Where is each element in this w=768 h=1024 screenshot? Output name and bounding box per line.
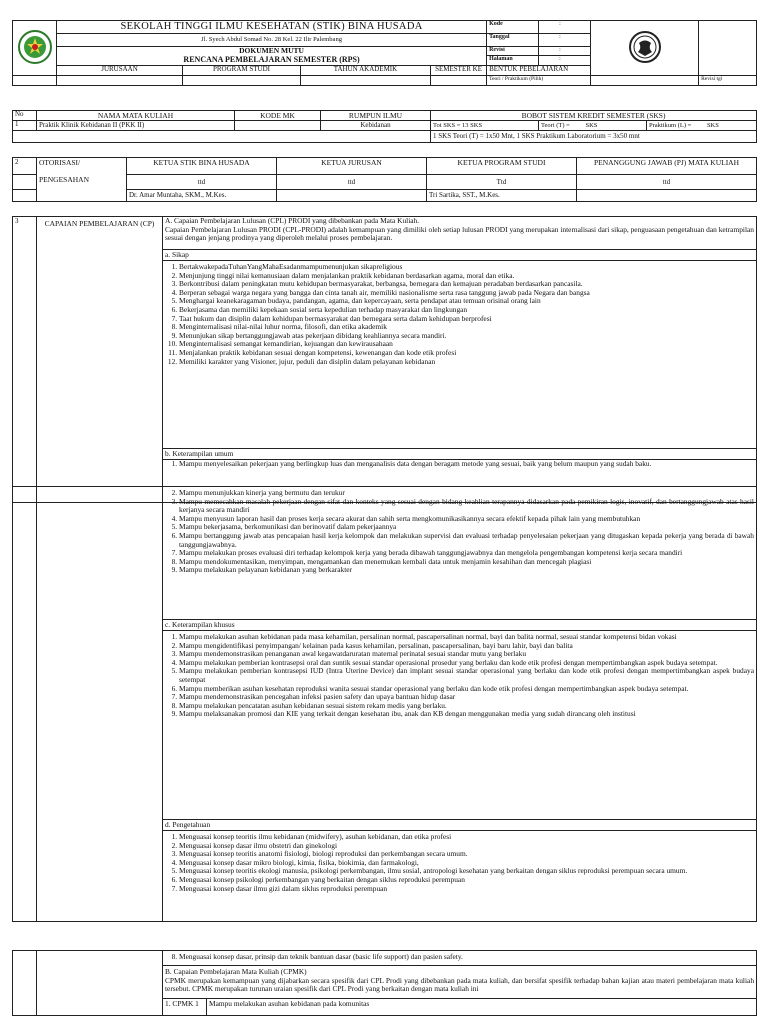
list-item: 9. Mampu melaksanakan promosi dan KIE yang terkait dengan kesehatan ibu, anak dan KB dengan menggunakan media yang sudah dirancang oleh institusi xyxy=(179,710,754,719)
blank xyxy=(37,487,163,922)
list-item: 2. Menguasai konsep dasar ilmu obstetri dan ginekologi xyxy=(179,842,754,851)
list-item: 7. Mampu mendemonstrasikan pencegahan infeksi pasien safety dan upaya bantuan hidup dasar xyxy=(179,693,754,702)
header-kode-mk: KODE MK xyxy=(235,111,321,121)
logo-cell xyxy=(13,21,57,76)
list-item: 5. Menguasai konsep teoritis ekologi manusia, psikologi perkembangan, ilmu sosial, antropologi kesehatan yang berkaitan dengan siklus reproduksi perempuan secara umum. xyxy=(179,867,754,876)
pengetahuan-list xyxy=(165,833,754,893)
meta-tanggal-label: Tanggal xyxy=(487,34,539,47)
list-item: 8. Menguasai konsep dasar, prinsip dan teknik bantuan dasar (basic life support) dan pasien safety. xyxy=(179,953,754,962)
list-item: 6. Mampu memberikan asuhan kesehatan reproduksi wanita sesuai standar operasional yang berlaku dan kode etik profesi dengan mempertimbangkan aspek budaya setempat. xyxy=(179,685,754,694)
list-item: 1. Mampu menyelesaikan pekerjaan yang berlingkup luas dan menganalisis data dengan beragam metode yang sesuai, baik yang belum maupun yang sudah baku. xyxy=(179,460,754,469)
list-item: 5. Menghargai keanekaragaman budaya, pandangan, agama, dan kepercayaan, serta pendapat atau temuan orisinal orang lain xyxy=(179,297,754,306)
revisi-tgl: Revisi tgl xyxy=(699,76,757,86)
course-praktikum xyxy=(647,121,757,131)
list-item: 4. Menguasai konsep dasar mikro biologi, kimia, fisika, biokimia, dan farmakologi, xyxy=(179,859,754,868)
stik-logo-icon xyxy=(17,29,53,65)
khusus-title: c. Keterampilan khusus xyxy=(163,620,757,631)
umum-list xyxy=(165,460,754,469)
meta-kode-value: : xyxy=(539,21,591,34)
praktikum-label: Praktikum (L) = xyxy=(649,122,692,129)
header-nama-mk: NAMA MATA KULIAH xyxy=(37,111,235,121)
otorisasi-label-1: OTORISASI/ xyxy=(37,158,127,175)
col-program-studi: PROGRAM STUDI xyxy=(183,66,301,76)
cpl-no: 3 xyxy=(13,217,37,503)
ketua-jurusan-header: KETUA JURUSAN xyxy=(277,158,427,175)
list-item: 6. Mampu bertanggung jawab atas pencapaian hasil kerja kelompok dan melakukan supervisi dan evaluasi terhadap penyelesaian pekerjaan yang ditugaskan kepada pekerja yang berada di bawah tanggungjawabnya. xyxy=(179,532,754,549)
sikap-list-cell xyxy=(163,261,757,449)
item8-cell xyxy=(163,951,757,966)
course-total-sks: Tot SKS = 13 SKS xyxy=(431,121,539,131)
meta-revisi-label: Revisi xyxy=(487,47,539,56)
meta-tanggal-value: : xyxy=(539,34,591,47)
cpl-table-page2 xyxy=(12,486,757,922)
otorisasi-table xyxy=(12,157,757,202)
doc-title: RENCANA PEMBELAJARAN SEMESTER (RPS) xyxy=(57,55,487,66)
list-item: 4. Mampu melakukan pemberian kontrasepsi oral dan suntik sesuai standar operasional prosedur yang berlaku dan kode etik profesi dengan mempertimbangkan aspek budaya setempat. xyxy=(179,659,754,668)
ketua-prodi-header: KETUA PROGRAM STUDI xyxy=(427,158,577,175)
otorisasi-no: 2 xyxy=(13,158,37,175)
qa-certification-icon xyxy=(628,30,662,64)
list-item: 4. Berperan sebagai warga negara yang bangga dan cinta tanah air, memiliki nasionalisme serta rasa tanggung jawab pada Negara dan bangsa xyxy=(179,289,754,298)
list-item: 5. Mampu bekerjasama, berkomunikasi dan berinovatif dalam pekerjaannya xyxy=(179,523,754,532)
blank xyxy=(13,190,37,202)
sikap-list xyxy=(165,263,754,366)
list-item: 7. Menguasai konsep dasar ilmu gizi dalam siklus reproduksi perempuan xyxy=(179,885,754,894)
course-table xyxy=(12,110,757,143)
list-item: 10. Menginternalisasi semangat kemandirian, kejuangan dan kewirausahaan xyxy=(179,340,754,349)
semester-value xyxy=(431,76,487,86)
header-no: No xyxy=(13,111,37,121)
course-rumpun: Kebidanan xyxy=(321,121,431,131)
list-item: 12. Memiliki karakter yang Visioner, jujur, peduli dan disiplin dalam pelayanan kebidanan xyxy=(179,358,754,367)
list-item: 1. Mampu melakukan asuhan kebidanan pada masa kehamilan, persalinan normal, pascapersalinan normal, bayi dan balita normal, sesuai standar kompetensi bidan vokasi xyxy=(179,633,754,642)
col-jurusan: JURUSAAN xyxy=(57,66,183,76)
ketua-stik-ttd: ttd xyxy=(127,175,277,190)
jurusan-value xyxy=(57,76,183,86)
document-header xyxy=(12,20,757,86)
list-item: 3. Menguasai konsep teoritis anatomi fisiologi, biologi reproduksi dan perkembangan secara umum. xyxy=(179,850,754,859)
doc-quality: DOKUMEN MUTU xyxy=(57,47,487,56)
list-item: 8. Menginternalisasi nilai-nilai luhur norma, filosofi, dan etika akademik xyxy=(179,323,754,332)
cpl-intro-title: A. Capaian Pembelajaran Lulusan (CPL) PRODI yang dibebankan pada Mata Kuliah. xyxy=(165,216,420,225)
list-item: 6. Menguasai konsep psikologi perkembangan yang berkaitan dengan siklus reproduksi perempuan xyxy=(179,876,754,885)
list-item: 7. Mampu melakukan proses evaluasi diri terhadap kelompok kerja yang berada dibawah tanggungjawabnya dan mengelola pengembangan kompetensi kerja secara mandiri xyxy=(179,549,754,558)
meta-halaman-value: : xyxy=(539,55,591,66)
prodi-value xyxy=(183,76,301,86)
cpmk1-label: 1. CPMK 1 xyxy=(163,999,207,1016)
umum-cont-cell xyxy=(163,487,757,620)
cpl-table xyxy=(12,216,757,503)
pj-mk-name xyxy=(577,190,757,202)
blank xyxy=(37,951,163,1016)
list-item: 6. Bekerjasama dan memiliki kepekaan sosial serta kepedulian terhadap masyarakat dan lingkungan xyxy=(179,306,754,315)
list-item: 3. Mampu mendemonstrasikan penanganan awal kegawatdaruratan maternal perinatal sesuai standar mutu yang berlaku xyxy=(179,650,754,659)
otorisasi-label-2: PENGESAHAN xyxy=(37,175,127,190)
cpmk-text: CPMK merupakan kemampuan yang dijabarkan secara spesifik dari CPL Prodi yang dibebankan pada mata kuliah, dan bersifat spesifik terhadap bahan kajian atau materi pembelajaran mata kuliah tersebut. CPMK merupakan turunan uraian spesifik dari CPL Prodi yang berkaitan dengan mata kuliah ini xyxy=(165,975,755,994)
header-bobot-sks: BOBOT SISTEM KREDIT SEMESTER (SKS) xyxy=(431,111,757,121)
bentuk-sub: Teori / Praktikum (Pilih) xyxy=(487,76,591,86)
meta-revisi-value: : xyxy=(539,47,591,56)
list-item: 1. Menguasai konsep teoritis ilmu kebidanan (midwifery), asuhan kebidanan, dan etika profesi xyxy=(179,833,754,842)
header-blank xyxy=(699,21,757,76)
list-item: 7. Taat hukum dan disiplin dalam kehidupan bermasyarakat dan bernegara serta dalam kehidupan berprofesi xyxy=(179,315,754,324)
list-item: 2. Mampu mengidentifikasi penyimpangan/ kelainan pada kasus kehamilan, persalinan, pascapersalinan, bayi baru lahir, bayi dan balita xyxy=(179,642,754,651)
list-item: 9. Mampu melakukan pelayanan kebidanan yang berkarakter xyxy=(179,566,754,575)
sikap-title: a. Sikap xyxy=(163,250,757,261)
pengetahuan-list-cont xyxy=(165,951,754,962)
sks-formula: 1 SKS Teori (T) = 1x50 Mnt, 1 SKS Praktikum Laboratorium = 3x50 mnt xyxy=(431,131,757,143)
pj-mk-ttd: ttd xyxy=(577,175,757,190)
khusus-list xyxy=(165,633,754,719)
teori-label: Teori (T) = xyxy=(541,122,570,129)
list-item: 3. Mampu memecahkan masalah pekerjaan dengan sifat dan konteks yang sesuai dengan bidang keahlian terapannya didasarkan pada pemikiran logis, inovatif, dan bertanggungjawab atas hasil kerjanya secara mandiri xyxy=(179,498,754,515)
bentuk-value xyxy=(591,76,699,86)
blank xyxy=(13,487,37,922)
course-name: Praktik Klinik Kebidanan II (PKK II) xyxy=(37,121,235,131)
blank xyxy=(13,131,431,143)
cpl-label: CAPAIAN PEMBELAJARAN (CP) xyxy=(37,217,163,503)
institution-name: SEKOLAH TINGGI ILMU KESEHATAN (STIK) BINA HUSADA xyxy=(57,21,487,34)
ketua-prodi-name: Tri Sartika, SST., M.Kes. xyxy=(427,190,577,202)
col-tahun-akademik: TAHUN AKADEMIK xyxy=(301,66,431,76)
blank xyxy=(37,190,127,202)
cpl-intro-text: Capaian Pembelajaran Lulusan PRODI (CPL-PRODI) adalah kemampuan yang dimiliki oleh setiap lulusan PRODI yang merupakan internalisasi dari sikap, penguasaan pengetahuan dan ketrampilan sesuai dengan jenjang prodinya yang diperoleh melalui proses pembelajaran. xyxy=(165,224,754,243)
teori-unit: SKS xyxy=(585,122,598,129)
course-kode xyxy=(235,121,321,131)
blank xyxy=(13,175,37,190)
tahun-value xyxy=(301,76,431,86)
blank xyxy=(13,76,57,86)
blank xyxy=(13,951,37,1016)
list-item: 2. Mampu menunjukkan kinerja yang bermutu dan terukur xyxy=(179,489,754,498)
praktikum-unit: SKS xyxy=(706,122,719,129)
col-semester: SEMESTER KE xyxy=(431,66,487,76)
ketua-jurusan-ttd: ttd xyxy=(277,175,427,190)
ketua-stik-name: Dr. Amar Muntaha, SKM., M.Kes. xyxy=(127,190,277,202)
cpl-intro xyxy=(163,217,757,250)
ketua-prodi-ttd: Ttd xyxy=(427,175,577,190)
col-bentuk-label: BENTUK PEBELAJARAN xyxy=(489,65,569,73)
course-teori xyxy=(539,121,647,131)
meta-halaman-label: Halaman xyxy=(487,55,539,66)
quality-logo-cell xyxy=(591,21,699,76)
list-item: 5. Mampu melakukan pemberian kontrasepsi IUD (Intra Uterine Device) dan implant sesuai standar operasional yang berlaku dan kode etik profesi dengan mempertimbangkan aspek budaya setempat xyxy=(179,667,754,684)
header-rumpun: RUMPUN ILMU xyxy=(321,111,431,121)
khusus-list-cell xyxy=(163,631,757,820)
umum-list-cont xyxy=(165,489,754,575)
cpmk-title: B. Capaian Pembelajaran Mata Kuliah (CPMK) xyxy=(165,967,307,976)
list-item: 11. Menjalankan praktik kebidanan sesuai dengan kompetensi, kewenangan dan kode etik profesi xyxy=(179,349,754,358)
list-item: 1. BertakwakepadaTuhanYangMahaEsadanmampumenunjukan sikapreligious xyxy=(179,263,754,272)
pengetahuan-list-cell xyxy=(163,831,757,922)
ketua-jurusan-name xyxy=(277,190,427,202)
pengetahuan-title: d. Pengetahuan xyxy=(163,820,757,831)
pj-mk-header: PENANGGUNG JAWAB (PJ) MATA KULIAH xyxy=(577,158,757,175)
list-item: 2. Menjunjung tinggi nilai kemanusiaan dalam menjalankan praktik kebidanan berdasarkan agama, moral dan etika. xyxy=(179,272,754,281)
course-no: 1 xyxy=(13,121,37,131)
cpl-table-page3 xyxy=(12,950,757,1016)
cpmk-cell xyxy=(163,966,757,999)
ketua-stik-header: KETUA STIK BINA HUSADA xyxy=(127,158,277,175)
list-item: 8. Mampu melakukan pencatatan asuhan kebidanan sesuai sistem rekam medis yang berlaku. xyxy=(179,702,754,711)
list-item: 3. Berkontribusi dalam peningkatan mutu kehidupan bermasyarakat, berbangsa, bernegara dan kemajuan peradaban berdasarkan pancasila. xyxy=(179,280,754,289)
col-bentuk xyxy=(487,66,591,76)
meta-kode-label: Kode xyxy=(487,21,539,34)
umum-title: b. Keterampilan umum xyxy=(163,449,757,460)
list-item: 9. Menunjukan sikap bertanggungjawab atas pekerjaan dibidang keahliannya secara mandiri. xyxy=(179,332,754,341)
list-item: 4. Mampu menyusun laporan hasil dan proses kerja secara akurat dan sahih serta mengkomunikasikannya secara efektif kepada pihak lain yang membutuhkan xyxy=(179,515,754,524)
institution-address: Jl. Syech Abdul Somad No. 28 Kel. 22 Ilir Palembang xyxy=(57,34,487,47)
cpmk1-text: Mampu melakukan asuhan kebidanan pada komunitas xyxy=(207,999,757,1016)
list-item: 8. Mampu mendokumentasikan, menyimpan, mengamankan dan menemukan kembali data untuk menjamin kesahihan dan mencegah plagiasi xyxy=(179,558,754,567)
